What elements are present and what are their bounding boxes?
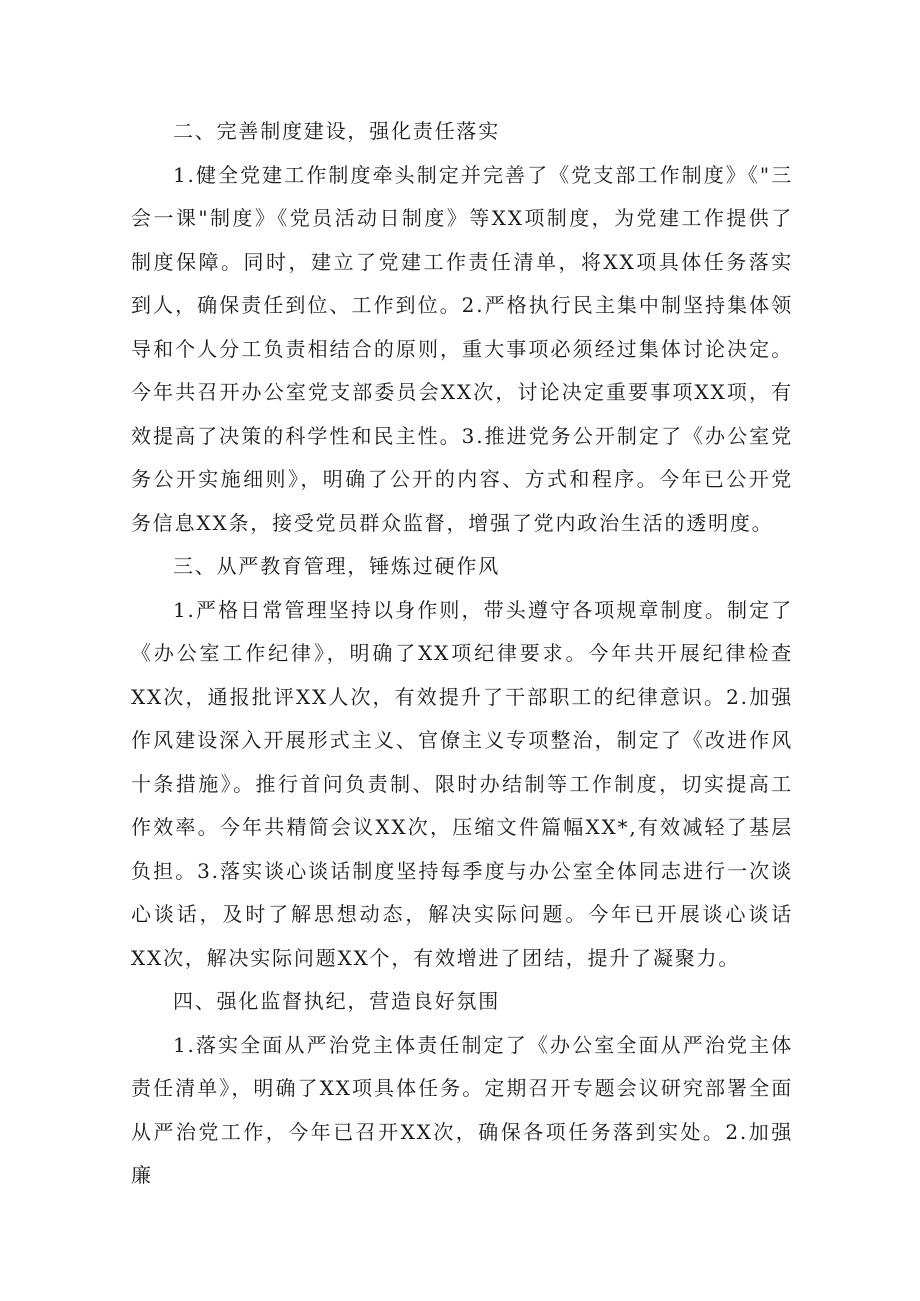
section-paragraph: 1.健全党建工作制度牵头制定并完善了《党支部工作制度》《"三会一课"制度》《党员活动日制度》等XX项制度，为党建工作提供了制度保障。同时，建立了党建工作责任清单，将XX项具体任务落实到人，确保责任到位、工作到位。2.严格执行民主集中制坚持集体领导和个人分工负责相结合的原则，重大事项必须经过集体讨论决定。今年共召开办公室党支部委员会XX次，讨论决定重要事项XX项，有效提高了决策的科学性和民主性。3.推进党务公开制定了《办公室党务公开实施细则》，明确了公开的内容、方式和程序。今年已公开党务信息XX条，接受党员群众监督，增强了党内政治生活的透明度。	[131, 162, 793, 535]
section-paragraph: 1.落实全面从严治党主体责任制定了《办公室全面从严治党主体责任清单》，明确了XX项具体任务。定期召开专题会议研究部署全面从严治党工作，今年已召开XX次，确保各项任务落到实处。2.加强廉	[131, 1032, 793, 1187]
section-heading: 四、强化监督执纪，营造良好氛围	[173, 989, 500, 1013]
document-body	[131, 110, 793, 1198]
section-heading: 二、完善制度建设，强化责任落实	[173, 119, 500, 143]
section-heading: 三、从严教育管理，锤炼过硬作风	[173, 554, 500, 578]
section-paragraph: 1.严格日常管理坚持以身作则，带头遵守各项规章制度。制定了《办公室工作纪律》，明确了XX项纪律要求。今年共开展纪律检查XX次，通报批评XX人次，有效提升了干部职工的纪律意识。2.加强作风建设深入开展形式主义、官僚主义专项整治，制定了《改进作风十条措施》。推行首问负责制、限时办结制等工作制度，切实提高工作效率。今年共精简会议XX次，压缩文件篇幅XX*,有效减轻了基层负担。3.落实谈心谈话制度坚持每季度与办公室全体同志进行一次谈心谈话，及时了解思想动态，解决实际问题。今年已开展谈心谈话XX次，解决实际问题XX个，有效增进了团结，提升了凝聚力。	[131, 597, 793, 970]
